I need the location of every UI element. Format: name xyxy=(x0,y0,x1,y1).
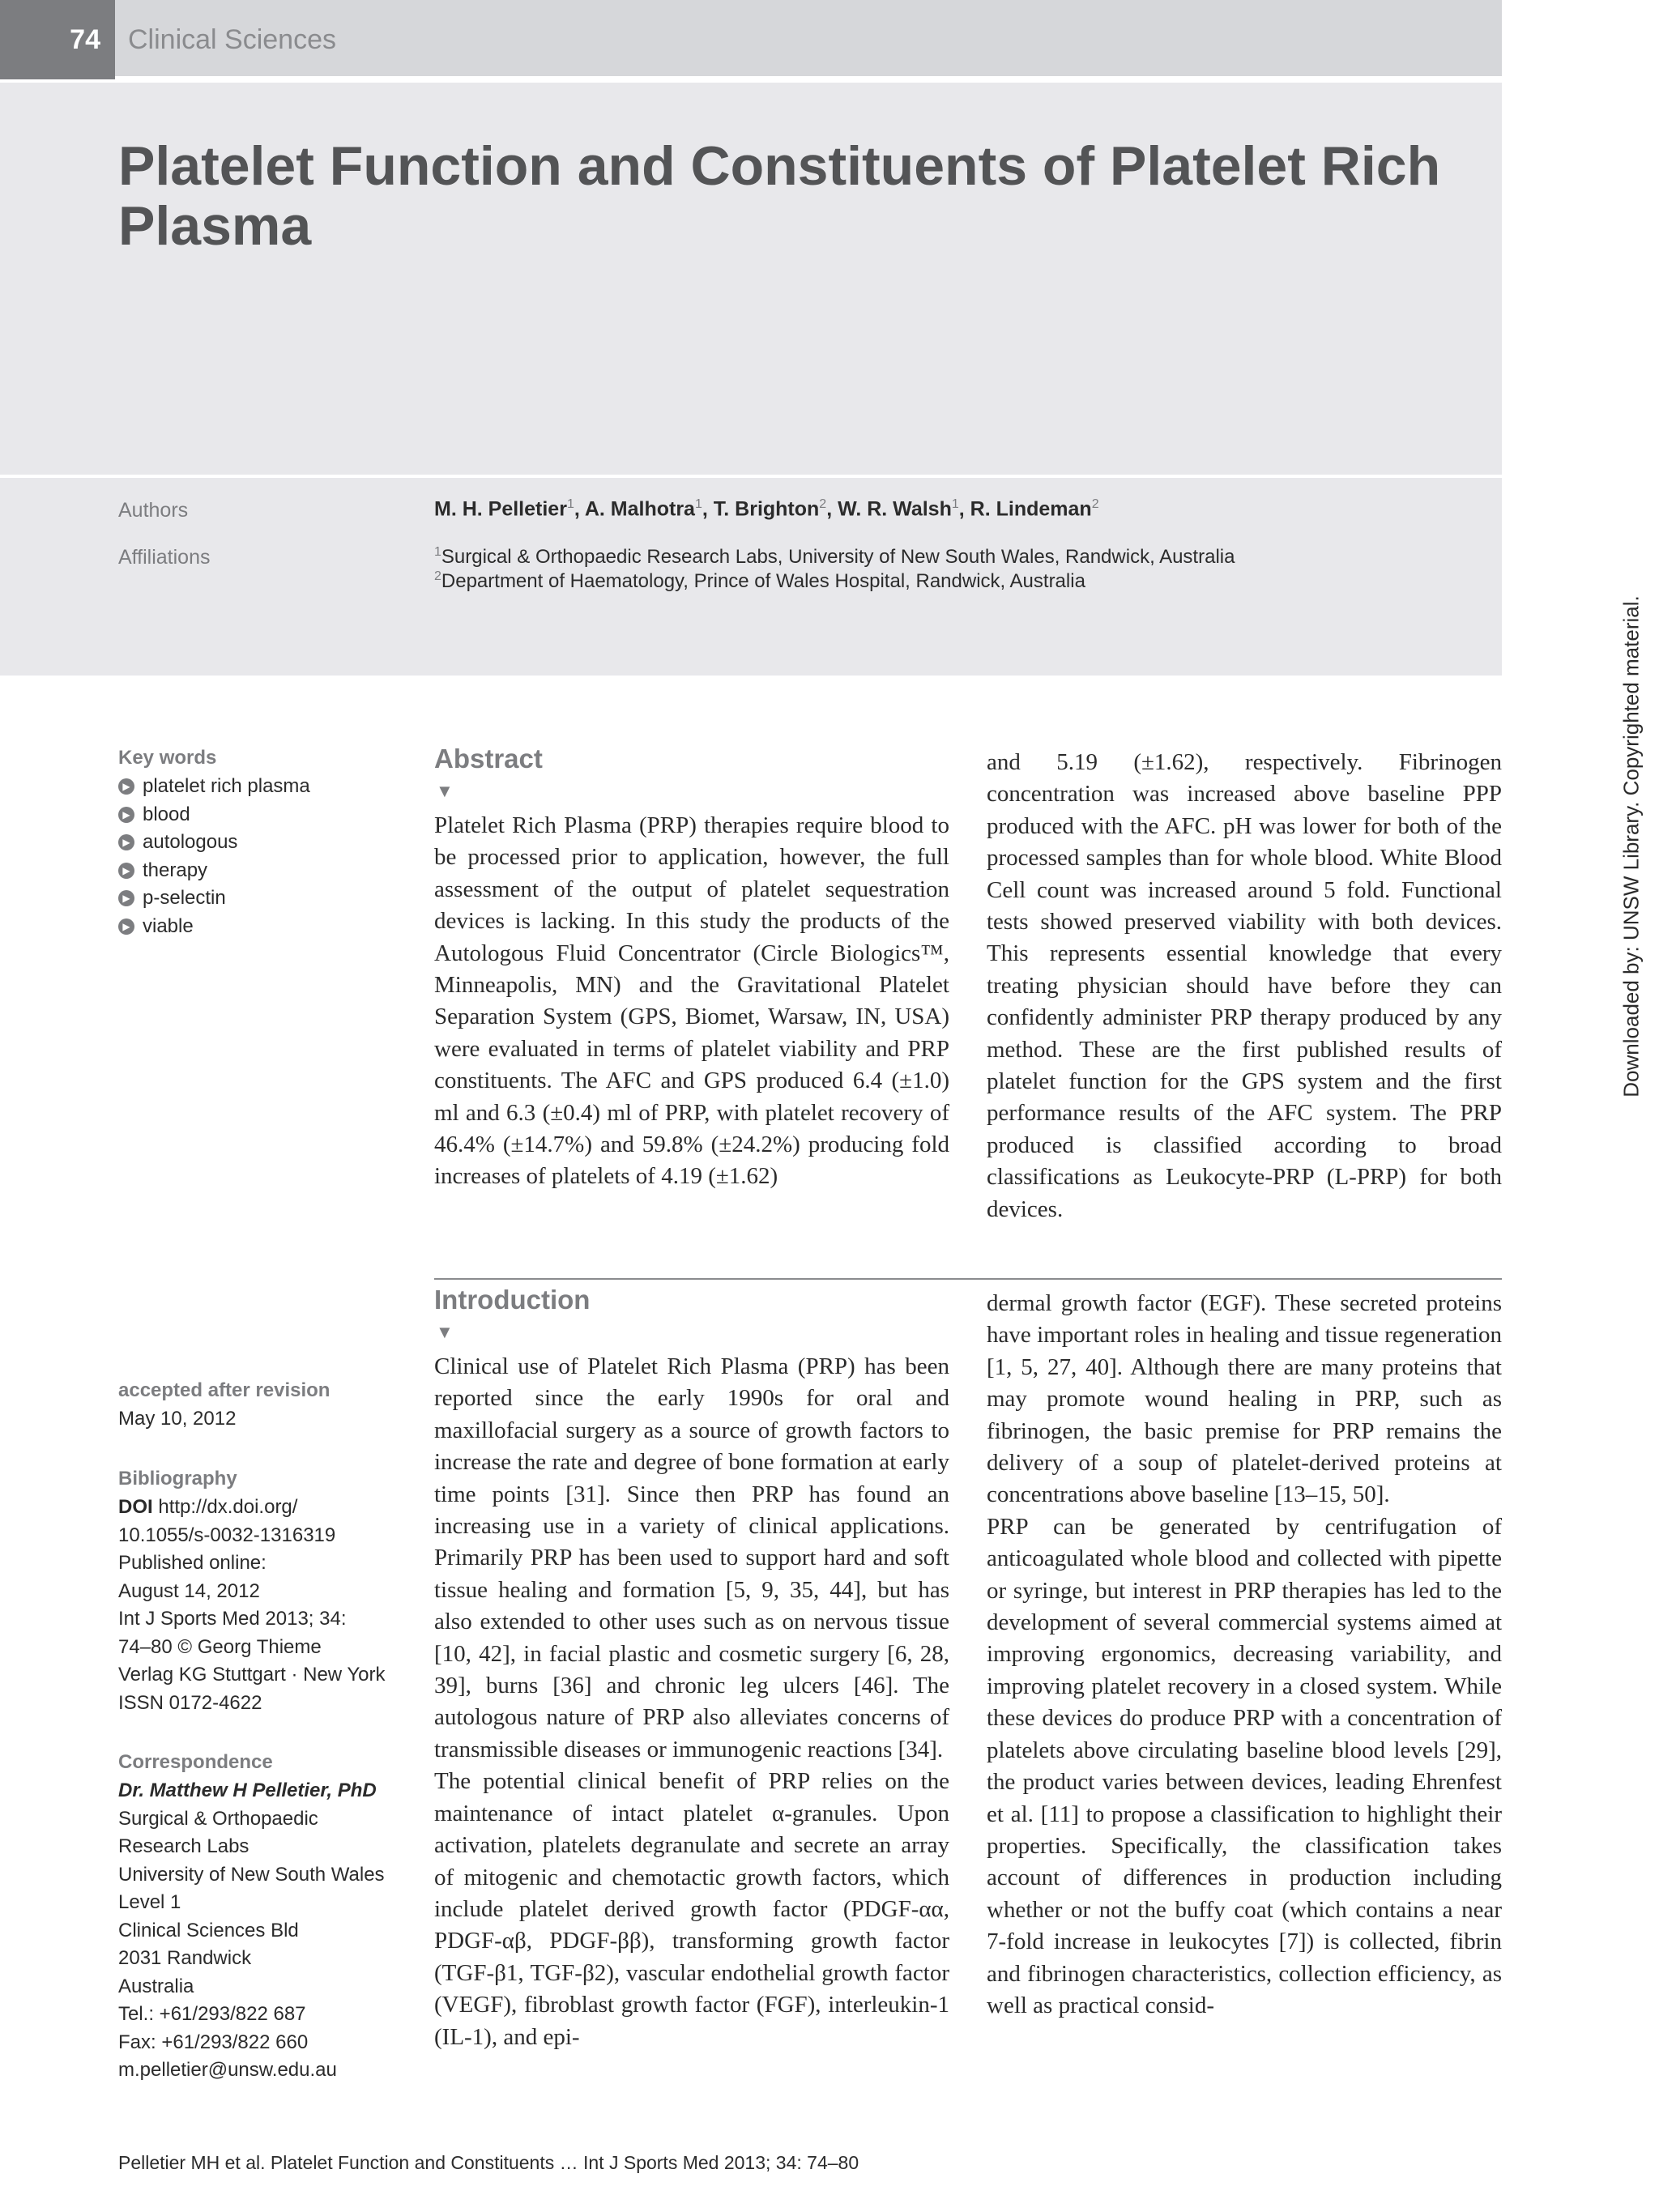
keyword-text: autologous xyxy=(143,831,238,854)
keyword-text: viable xyxy=(143,914,194,937)
arrow-bullet-icon: ▶ xyxy=(118,918,134,935)
paragraph: Clinical use of Platelet Rich Plasma (PRP) has been reported since the early 1990s for oral and maxillofacial surgery as a source of growth factors to increase the rate and degree of bone formation at early time points [31]. Since then PRP has found an increasing use in a variety of clinical applications. Primarily PRP has been used to support hard and soft tissue healing and formation [5, 9, 35, 44], but has also extended to other uses such as on nervous tissue [10, 42], in facial plastic and cosmetic surgery [6, 28, 39], burns [36] and chronic leg ulcers [46]. The autologous nature of PRP also alleviates concerns of transmissible diseases or immunogenic reactions [34]. xyxy=(434,1353,949,1762)
abstract-text-col2: and 5.19 (±1.62), respectively. Fibrinogen concentration was increased above baseline PPP produced with the AFC. pH was lower for both of the processed samples than for whole blood. White Blood Cell count was increased around 5 fold. Functional tests showed preserved viability with both devices. This represents essential knowledge that every treating physician should have before they can confidently administer PRP therapy produced by any method. These are the first published results of platelet function for the GPS system and the first performance results of the AFC system. The PRP produced is classified according to broad classifications as Leukocyte-PRP (L-PRP) for both devices. xyxy=(987,749,1502,1222)
keyword-item xyxy=(118,773,410,801)
keywords-heading: Key words xyxy=(118,747,217,769)
author-name: M. H. Pelletier xyxy=(434,497,567,521)
author-list: M. H. Pelletier$^1$, A. Malhotra$^1$, T. Brighton$^2$, W. R. Walsh$^1$, R. Lindeman$^2$ xyxy=(434,497,1099,521)
address-line: Research Labs xyxy=(118,1835,249,1857)
arrow-bullet-icon: ▶ xyxy=(118,778,134,795)
triangle-down-icon: ▼ xyxy=(436,1322,454,1342)
accepted-block xyxy=(118,1379,410,1434)
fax-line: Fax: +61/293/822 660 xyxy=(118,2031,309,2053)
keyword-text: therapy xyxy=(143,859,208,881)
affiliation-number: 1 xyxy=(434,545,441,559)
correspondence-block xyxy=(118,1751,410,2085)
address-line: Surgical & Orthopaedic xyxy=(118,1807,318,1830)
arrow-bullet-icon: ▶ xyxy=(118,834,134,850)
keyword-item xyxy=(118,829,410,857)
section-divider xyxy=(434,1278,1502,1280)
accepted-date: May 10, 2012 xyxy=(118,1408,237,1430)
affiliation-number: 2 xyxy=(434,569,441,583)
affiliation-marker: 2 xyxy=(819,497,827,511)
affiliation-text: Department of Haematology, Prince of Wales Hospital, Randwick, Australia xyxy=(441,570,1085,592)
keyword-text: p-selectin xyxy=(143,887,226,910)
keywords-block xyxy=(118,747,410,940)
address-line: Clinical Sciences Bld xyxy=(118,1919,299,1941)
bibliography-line: August 14, 2012 xyxy=(118,1579,260,1602)
triangle-down-icon: ▼ xyxy=(436,781,454,801)
email-link[interactable]: m.pelletier@unsw.edu.au xyxy=(118,2059,337,2081)
introduction-col2 xyxy=(987,1288,1502,2022)
bibliography-line: Verlag KG Stuttgart · New York xyxy=(118,1664,386,1686)
keyword-item xyxy=(118,801,410,829)
paragraph: The potential clinical benefit of PRP relies on the maintenance of intact platelet α-granules. Upon activation, platelets degranulate and secrete an array of mitogenic and chemotactic growth factors, which include platelet derived growth factor (PDGF-αα, PDGF-αβ, PDGF-ββ), transforming growth factor (TGF-β1, TGF-β2), vascular endothelial growth factor (VEGF), fibroblast growth factor (FGF), interleukin-1 (IL-1), and epi- xyxy=(434,1768,949,2050)
accepted-heading: accepted after revision xyxy=(118,1379,331,1401)
page-footer: Pelletier MH et al. Platelet Function and Constituents … Int J Sports Med 2013; 34: 74–80 xyxy=(118,2152,859,2173)
author-name: W. R. Walsh xyxy=(838,497,952,521)
bibliography-line: Published online: xyxy=(118,1552,267,1574)
bibliography-heading: Bibliography xyxy=(118,1468,237,1490)
bibliography-line: 74–80 © Georg Thieme xyxy=(118,1635,322,1658)
keyword-item xyxy=(118,884,410,913)
authors-label: Authors xyxy=(118,499,189,522)
keyword-item xyxy=(118,857,410,885)
bibliography-line: 10.1055/s-0032-1316319 xyxy=(118,1524,336,1546)
arrow-bullet-icon: ▶ xyxy=(118,863,134,879)
keyword-text: platelet rich plasma xyxy=(143,775,310,798)
bibliography-line: ISSN 0172-4622 xyxy=(118,1691,262,1714)
section-label: Clinical Sciences xyxy=(128,23,336,55)
affiliation-1 xyxy=(434,545,1235,569)
author-name: T. Brighton xyxy=(713,497,820,521)
doi-line xyxy=(118,1494,410,1522)
running-header xyxy=(0,0,1502,79)
correspondent-name: Dr. Matthew H Pelletier, PhD xyxy=(118,1779,377,1801)
affiliation-marker: 1 xyxy=(951,497,959,511)
abstract-text-col1: Platelet Rich Plasma (PRP) therapies require blood to be processed prior to application, however, the full assessment of the output of platelet sequestration devices is lacking. In this study the products of the Autologous Fluid Concentrator (Circle Biologics™, Minneapolis, MN) and the Gravitational Platelet Separation System (GPS, Biomet, Warsaw, IN, USA) were evaluated in terms of platelet viability and PRP constituents. The AFC and GPS produced 6.4 (±1.0) ml and 6.3 (±0.4) ml of PRP, with platelet recovery of 46.4% (±14.7%) and 59.8% (±24.2%) producing fold increases of platelets of 4.19 (±1.62) xyxy=(434,812,949,1190)
correspondence-heading: Correspondence xyxy=(118,1751,273,1773)
affiliation-marker: 1 xyxy=(566,497,574,511)
author-name: R. Lindeman xyxy=(970,497,1092,521)
introduction-heading: Introduction xyxy=(434,1285,591,1315)
paragraph: dermal growth factor (EGF). These secreted proteins have important roles in healing and tissue regeneration [1, 5, 27, 40]. Although there are many proteins that may promote wound healing in PRP, such as fibrinogen, the basic premise for PRP remains the delivery of a soup of platelet-derived proteins at concentrations above baseline [13–15, 50]. xyxy=(987,1290,1502,1508)
author-name: A. Malhotra xyxy=(584,497,695,521)
address-line: University of New South Wales xyxy=(118,1863,385,1886)
doi-link[interactable]: http://dx.doi.org/ xyxy=(158,1496,298,1518)
address-line: Australia xyxy=(118,1975,194,1997)
download-notice: Downloaded by: UNSW Library. Copyrighted material. xyxy=(1618,595,1644,1097)
address-line: Level 1 xyxy=(118,1891,181,1913)
affiliation-text: Surgical & Orthopaedic Research Labs, University of New South Wales, Randwick, Australia xyxy=(441,546,1235,568)
paragraph: PRP can be generated by centrifugation of anticoagulated whole blood and collected with pipette or syringe, but interest in PRP therapies has led to the development of several commercial systems aimed at improving ergonomics, decreasing variability, and improving platelet recovery in a closed system. While these devices do produce PRP with a concentration of platelets above circulating baseline blood levels [29], the product varies between devices, leading Ehrenfest et al. [11] to propose a classification to highlight their properties. Specifically, the classification takes account of differences in production including whether or not the buffy coat (which contains a near 7-fold increase in leukocytes [7]) is collected, fibrin and fibrinogen characteristics, collection efficiency, as well as practical consid- xyxy=(987,1513,1502,2018)
address-line: 2031 Randwick xyxy=(118,1947,252,1969)
arrow-bullet-icon: ▶ xyxy=(118,807,134,823)
article-title: Platelet Function and Constituents of Platelet Rich Plasma xyxy=(118,135,1441,257)
bibliography-block xyxy=(118,1468,410,1717)
abstract-heading: Abstract xyxy=(434,744,543,774)
keyword-item xyxy=(118,913,410,941)
introduction-col1 xyxy=(434,1351,949,2053)
arrow-bullet-icon: ▶ xyxy=(118,890,134,906)
affiliation-2 xyxy=(434,569,1085,593)
doi-label: DOI xyxy=(118,1496,153,1518)
bibliography-line: Int J Sports Med 2013; 34: xyxy=(118,1608,347,1630)
page-number: 74 xyxy=(0,0,115,79)
keyword-text: blood xyxy=(143,803,190,825)
affiliation-marker: 2 xyxy=(1091,497,1099,511)
affiliations-label: Affiliations xyxy=(118,546,211,569)
phone-line: Tel.: +61/293/822 687 xyxy=(118,2003,306,2025)
affiliation-marker: 1 xyxy=(694,497,702,511)
